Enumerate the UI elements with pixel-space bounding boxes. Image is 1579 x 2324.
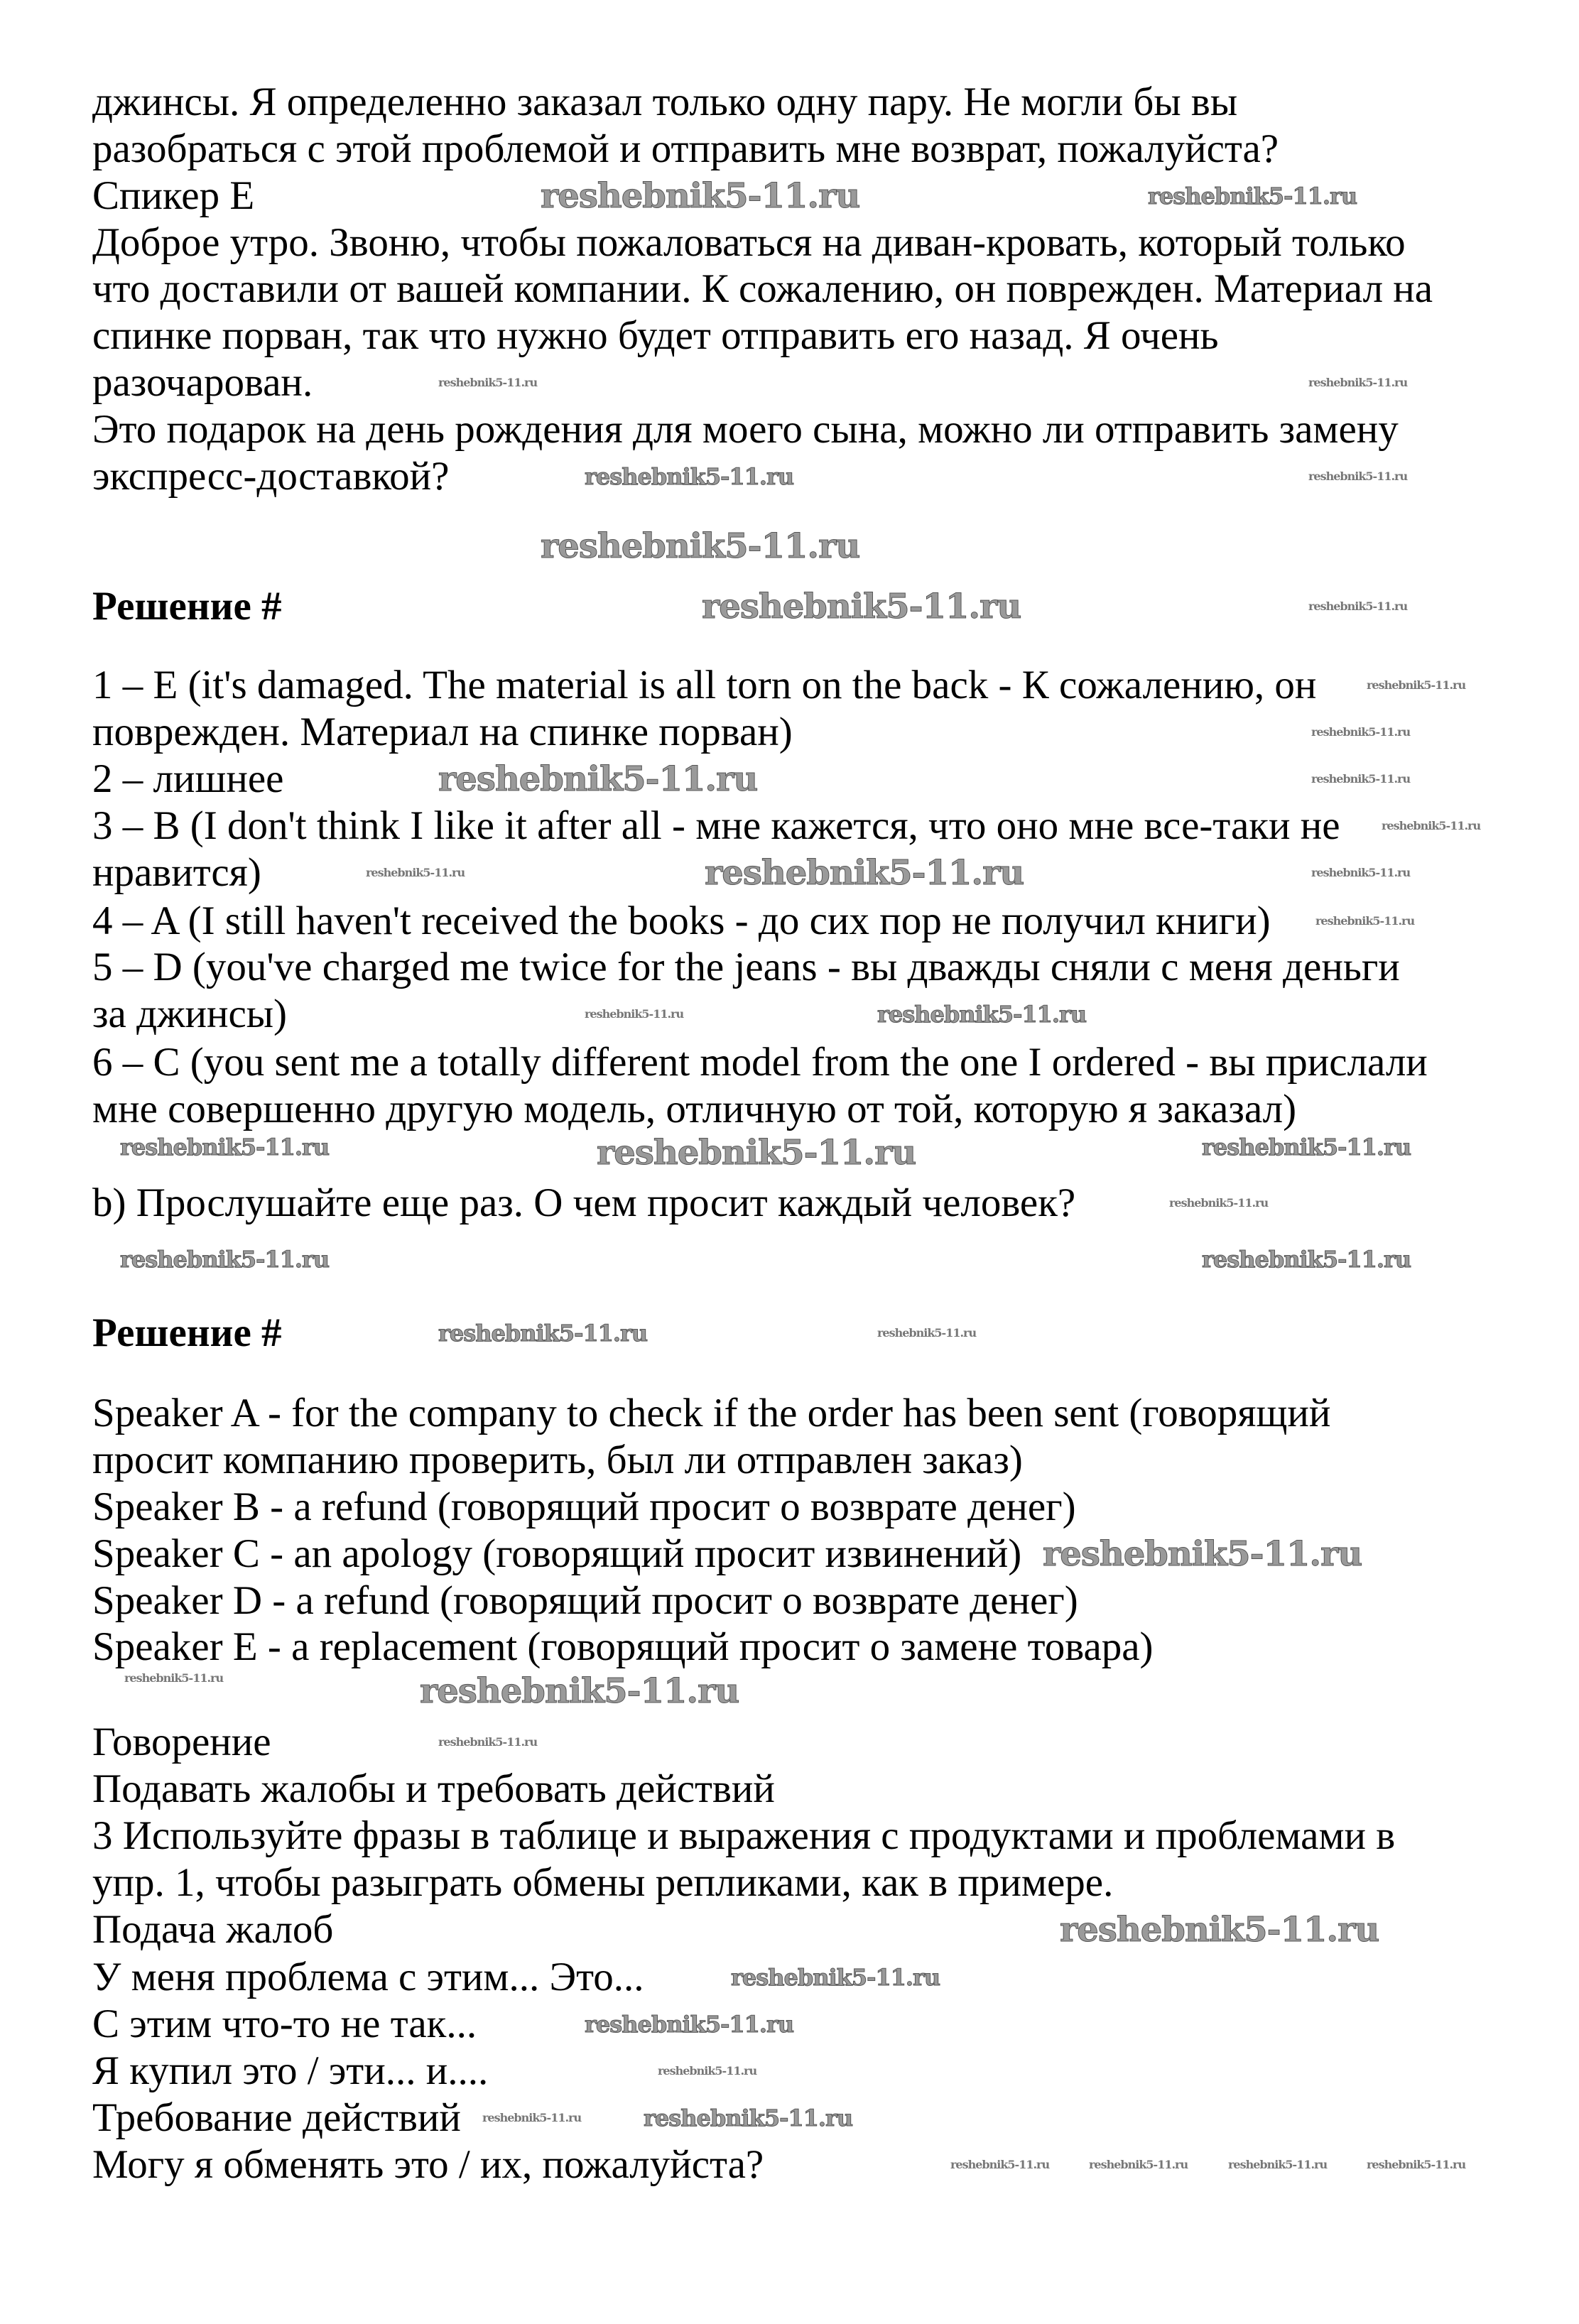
watermark: reshebnik5-11.ru: [585, 463, 794, 490]
watermark: reshebnik5-11.ru: [438, 759, 758, 799]
watermark: reshebnik5-11.ru: [731, 1964, 940, 1991]
watermark: reshebnik5-11.ru: [120, 1246, 330, 1273]
watermark: reshebnik5-11.ru: [482, 2111, 582, 2124]
text-line: 6 – C (you sent me a totally different model from the one I ordered - вы прислали: [92, 1040, 1428, 1085]
text-line: 3 – B (I don't think I like it after all - мне кажется, что оно мне все-таки не: [92, 803, 1340, 848]
text-line: спинке порван, так что нужно будет отправить его назад. Я очень: [92, 313, 1219, 358]
watermark: reshebnik5-11.ru: [1202, 1134, 1411, 1161]
watermark: reshebnik5-11.ru: [950, 2158, 1050, 2171]
text-line: Speaker E - a replacement (говорящий просит о замене товара): [92, 1624, 1154, 1669]
text-line: Требование действий: [92, 2095, 461, 2140]
text-line: 1 – E (it's damaged. The material is all torn on the back - К сожалению, он: [92, 663, 1317, 707]
watermark: reshebnik5-11.ru: [1060, 1910, 1379, 1950]
text-line: нравится): [92, 850, 261, 895]
text-line: разобраться с этой проблемой и отправить мне возврат, пожалуйста?: [92, 126, 1279, 171]
section-heading: Решение #: [92, 584, 282, 629]
text-line: Я купил это / эти... и....: [92, 2048, 489, 2093]
watermark: reshebnik5-11.ru: [1228, 2158, 1328, 2171]
watermark: reshebnik5-11.ru: [644, 2105, 853, 2132]
text-line: Могу я обменять это / их, пожалуйста?: [92, 2142, 764, 2187]
watermark: reshebnik5-11.ru: [438, 376, 538, 389]
watermark: reshebnik5-11.ru: [438, 1735, 538, 1749]
watermark: reshebnik5-11.ru: [1308, 376, 1408, 389]
text-line: Speaker A - for the company to check if the order has been sent (говорящий: [92, 1391, 1331, 1435]
watermark: reshebnik5-11.ru: [585, 2011, 794, 2038]
text-line: Доброе утро. Звоню, чтобы пожаловаться на диван-кровать, который только: [92, 220, 1406, 265]
watermark: reshebnik5-11.ru: [877, 1001, 1087, 1028]
text-line: Подавать жалобы и требовать действий: [92, 1766, 775, 1811]
watermark: reshebnik5-11.ru: [1308, 599, 1408, 613]
watermark: reshebnik5-11.ru: [1315, 914, 1415, 928]
text-line: за джинсы): [92, 992, 288, 1036]
text-line: упр. 1, чтобы разыграть обмены репликами, как в примере.: [92, 1860, 1114, 1905]
watermark: reshebnik5-11.ru: [541, 526, 860, 566]
watermark: reshebnik5-11.ru: [585, 1007, 684, 1021]
text-line: С этим что-то не так...: [92, 2002, 477, 2046]
watermark: reshebnik5-11.ru: [1169, 1196, 1269, 1210]
text-line: разочарован.: [92, 360, 313, 405]
watermark: reshebnik5-11.ru: [124, 1671, 224, 1685]
watermark: reshebnik5-11.ru: [658, 2064, 757, 2078]
watermark: reshebnik5-11.ru: [705, 853, 1024, 893]
watermark: reshebnik5-11.ru: [1202, 1246, 1411, 1273]
watermark: reshebnik5-11.ru: [541, 176, 860, 216]
text-line: что доставили от вашей компании. К сожалению, он поврежден. Материал на: [92, 266, 1433, 311]
text-line: Speaker C - an apology (говорящий просит извинений): [92, 1531, 1022, 1576]
watermark: reshebnik5-11.ru: [1308, 469, 1408, 483]
watermark: reshebnik5-11.ru: [597, 1133, 916, 1173]
watermark: reshebnik5-11.ru: [1311, 772, 1411, 786]
watermark: reshebnik5-11.ru: [420, 1671, 739, 1711]
text-line: Speaker B - a refund (говорящий просит о возврате денег): [92, 1484, 1076, 1529]
text-line: Спикер E: [92, 173, 255, 218]
text-line: Speaker D - a refund (говорящий просит о возврате денег): [92, 1578, 1078, 1623]
watermark: reshebnik5-11.ru: [1148, 183, 1357, 210]
text-line: просит компанию проверить, был ли отправлен заказ): [92, 1438, 1023, 1482]
watermark: reshebnik5-11.ru: [702, 587, 1021, 626]
watermark: reshebnik5-11.ru: [1367, 2158, 1466, 2171]
text-line: 4 – A (I still haven't received the books - до сих пор не получил книги): [92, 898, 1271, 943]
text-line: Это подарок на день рождения для моего сына, можно ли отправить замену: [92, 407, 1399, 452]
text-line: мне совершенно другую модель, отличную от той, которую я заказал): [92, 1087, 1297, 1131]
text-line: поврежден. Материал на спинке порван): [92, 710, 793, 754]
text-line: 2 – лишнее: [92, 756, 284, 801]
text-line: 5 – D (you've charged me twice for the jeans - вы дважды сняли с меня деньги: [92, 945, 1400, 989]
text-line: Говорение: [92, 1720, 271, 1764]
watermark: reshebnik5-11.ru: [1311, 866, 1411, 879]
watermark: reshebnik5-11.ru: [1311, 725, 1411, 739]
watermark: reshebnik5-11.ru: [1043, 1534, 1362, 1574]
text-line: экспресс-доставкой?: [92, 454, 450, 499]
watermark: reshebnik5-11.ru: [1382, 819, 1481, 832]
watermark: reshebnik5-11.ru: [1367, 678, 1466, 692]
section-heading: Решение #: [92, 1310, 282, 1355]
watermark: reshebnik5-11.ru: [1089, 2158, 1188, 2171]
watermark: reshebnik5-11.ru: [366, 866, 465, 879]
text-line: b) Прослушайте еще раз. О чем просит каждый человек?: [92, 1180, 1076, 1225]
text-line: 3 Используйте фразы в таблице и выражения с продуктами и проблемами в: [92, 1813, 1396, 1858]
watermark: reshebnik5-11.ru: [438, 1320, 648, 1347]
watermark: reshebnik5-11.ru: [877, 1326, 977, 1340]
text-line: Подача жалоб: [92, 1907, 334, 1952]
watermark: reshebnik5-11.ru: [120, 1134, 330, 1161]
text-line: У меня проблема с этим... Это...: [92, 1955, 644, 1999]
text-line: джинсы. Я определенно заказал только одну пару. Не могли бы вы: [92, 80, 1238, 124]
